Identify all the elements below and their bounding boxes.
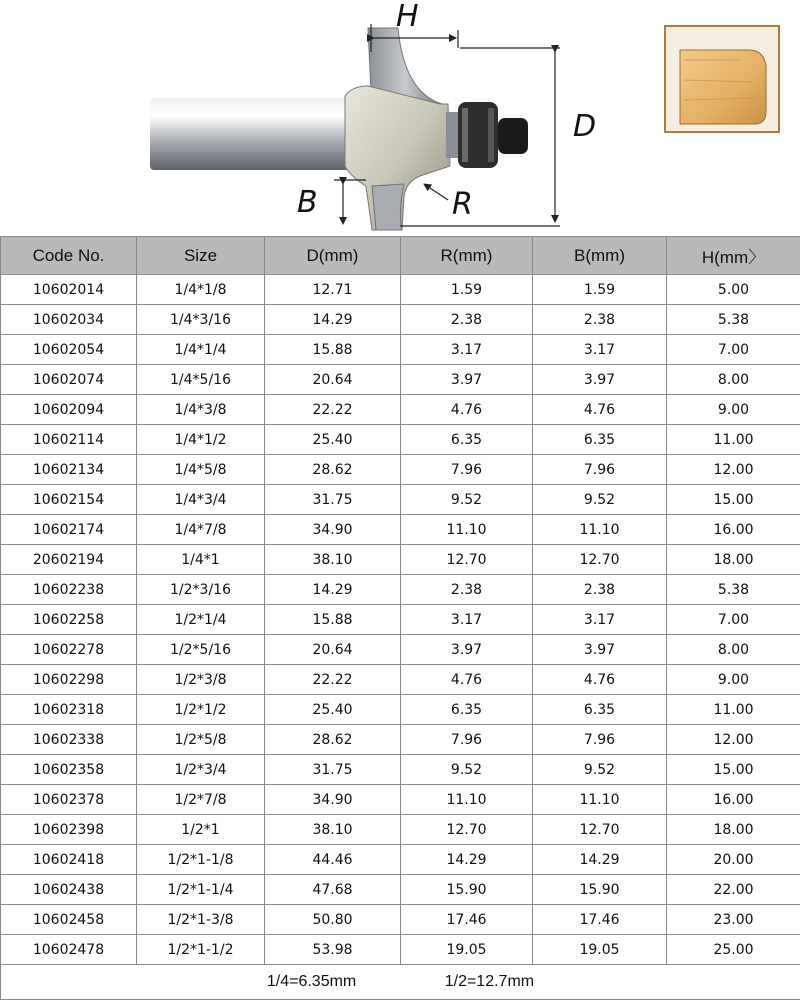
cell-d: 15.88 [265, 335, 401, 365]
cell-d: 28.62 [265, 725, 401, 755]
cell-b: 4.76 [533, 395, 667, 425]
cell-r: 12.70 [401, 815, 533, 845]
header-code-no: Code No. [1, 237, 137, 275]
table-footer-row [1, 965, 800, 1000]
cell-b: 15.90 [533, 875, 667, 905]
r-leader [424, 184, 448, 200]
cell-code-no: 10602398 [1, 815, 137, 845]
cell-h: 16.00 [667, 515, 800, 545]
cell-size: 1/4*5/16 [137, 365, 265, 395]
header-size: Size [137, 237, 265, 275]
cell-r: 2.38 [401, 575, 533, 605]
cell-b: 1.59 [533, 275, 667, 305]
cell-d: 25.40 [265, 425, 401, 455]
cell-d: 20.64 [265, 635, 401, 665]
cell-b: 6.35 [533, 695, 667, 725]
cell-code-no: 10602154 [1, 485, 137, 515]
cell-h: 23.00 [667, 905, 800, 935]
table-row [1, 665, 800, 695]
cell-h: 5.38 [667, 305, 800, 335]
conversion-half: 1/2=12.7mm [444, 973, 535, 990]
cell-r: 4.76 [401, 395, 533, 425]
cell-r: 4.76 [401, 665, 533, 695]
cell-size: 1/4*3/8 [137, 395, 265, 425]
cell-r: 1.59 [401, 275, 533, 305]
cell-code-no: 10602318 [1, 695, 137, 725]
cell-b: 7.96 [533, 725, 667, 755]
table-row [1, 305, 800, 335]
table-row [1, 755, 800, 785]
table-row [1, 935, 800, 965]
cell-h: 12.00 [667, 725, 800, 755]
cell-h: 25.00 [667, 935, 800, 965]
cell-code-no: 10602258 [1, 605, 137, 635]
cell-d: 38.10 [265, 815, 401, 845]
cell-size: 1/2*5/16 [137, 635, 265, 665]
cell-size: 1/4*3/4 [137, 485, 265, 515]
cell-size: 1/4*1/8 [137, 275, 265, 305]
table-row [1, 545, 800, 575]
table-row [1, 395, 800, 425]
router-bit-diagram [0, 0, 800, 236]
cell-d: 12.71 [265, 275, 401, 305]
cell-b: 12.70 [533, 545, 667, 575]
cell-d: 50.80 [265, 905, 401, 935]
cell-d: 14.29 [265, 575, 401, 605]
cell-r: 3.17 [401, 605, 533, 635]
cell-h: 11.00 [667, 695, 800, 725]
cell-size: 1/4*3/16 [137, 305, 265, 335]
table-row [1, 695, 800, 725]
cell-code-no: 20602194 [1, 545, 137, 575]
cell-r: 9.52 [401, 485, 533, 515]
header-d: D(mm) [265, 237, 401, 275]
table-row [1, 635, 800, 665]
table-row [1, 605, 800, 635]
label-r: R [452, 187, 473, 222]
cell-r: 7.96 [401, 455, 533, 485]
cell-size: 1/2*1-1/2 [137, 935, 265, 965]
cell-b: 3.97 [533, 365, 667, 395]
cell-h: 9.00 [667, 395, 800, 425]
cell-code-no: 10602438 [1, 875, 137, 905]
table-row [1, 275, 800, 305]
cell-b: 2.38 [533, 575, 667, 605]
cell-code-no: 10602054 [1, 335, 137, 365]
cell-code-no: 10602358 [1, 755, 137, 785]
cell-r: 6.35 [401, 425, 533, 455]
cell-h: 16.00 [667, 785, 800, 815]
cell-r: 11.10 [401, 785, 533, 815]
cell-d: 25.40 [265, 695, 401, 725]
cell-size: 1/2*1-3/8 [137, 905, 265, 935]
cell-code-no: 10602238 [1, 575, 137, 605]
cell-code-no: 10602338 [1, 725, 137, 755]
wood-sample [680, 50, 766, 124]
cell-h: 7.00 [667, 335, 800, 365]
cell-h: 20.00 [667, 845, 800, 875]
cell-r: 17.46 [401, 905, 533, 935]
cell-code-no: 10602134 [1, 455, 137, 485]
cell-size: 1/2*7/8 [137, 785, 265, 815]
cell-d: 34.90 [265, 515, 401, 545]
cell-code-no: 10602378 [1, 785, 137, 815]
table-row [1, 425, 800, 455]
cell-code-no: 10602278 [1, 635, 137, 665]
cell-r: 19.05 [401, 935, 533, 965]
table-body [1, 275, 800, 965]
table-row [1, 515, 800, 545]
cell-size: 1/2*1-1/4 [137, 875, 265, 905]
cell-h: 22.00 [667, 875, 800, 905]
cell-h: 8.00 [667, 365, 800, 395]
cell-code-no: 10602418 [1, 845, 137, 875]
spec-table [0, 236, 800, 1000]
bearing-screw [498, 118, 528, 154]
cell-d: 20.64 [265, 365, 401, 395]
cell-h: 11.00 [667, 425, 800, 455]
cell-size: 1/4*7/8 [137, 515, 265, 545]
conversion-note [1, 965, 800, 1000]
cell-size: 1/4*1/2 [137, 425, 265, 455]
lower-blade [372, 184, 404, 230]
cell-h: 8.00 [667, 635, 800, 665]
cell-b: 2.38 [533, 305, 667, 335]
label-h: H [396, 0, 419, 34]
label-d: D [573, 109, 597, 144]
cell-h: 5.38 [667, 575, 800, 605]
cell-code-no: 10602094 [1, 395, 137, 425]
cell-h: 7.00 [667, 605, 800, 635]
cell-h: 12.00 [667, 455, 800, 485]
cell-size: 1/2*3/8 [137, 665, 265, 695]
table-row [1, 725, 800, 755]
cell-b: 19.05 [533, 935, 667, 965]
table-row [1, 485, 800, 515]
cell-size: 1/4*5/8 [137, 455, 265, 485]
cell-size: 1/2*3/16 [137, 575, 265, 605]
cell-r: 2.38 [401, 305, 533, 335]
cell-d: 28.62 [265, 455, 401, 485]
header-b: B(mm) [533, 237, 667, 275]
cell-r: 11.10 [401, 515, 533, 545]
table-row [1, 335, 800, 365]
cell-r: 15.90 [401, 875, 533, 905]
cell-b: 9.52 [533, 755, 667, 785]
cell-d: 31.75 [265, 485, 401, 515]
table-row [1, 845, 800, 875]
cell-r: 14.29 [401, 845, 533, 875]
cell-code-no: 10602074 [1, 365, 137, 395]
cell-size: 1/2*3/4 [137, 755, 265, 785]
cell-r: 3.17 [401, 335, 533, 365]
conversion-quarter: 1/4=6.35mm [266, 973, 357, 990]
cell-size: 1/4*1/4 [137, 335, 265, 365]
cell-size: 1/2*1/2 [137, 695, 265, 725]
cell-d: 31.75 [265, 755, 401, 785]
table-row [1, 815, 800, 845]
cell-b: 3.97 [533, 635, 667, 665]
cell-b: 11.10 [533, 785, 667, 815]
bearing-washer [446, 112, 458, 158]
cell-b: 7.96 [533, 455, 667, 485]
cell-code-no: 10602014 [1, 275, 137, 305]
cell-d: 14.29 [265, 305, 401, 335]
table-row [1, 785, 800, 815]
cell-d: 53.98 [265, 935, 401, 965]
table-row [1, 575, 800, 605]
cell-b: 9.52 [533, 485, 667, 515]
cell-size: 1/2*1/4 [137, 605, 265, 635]
cell-h: 9.00 [667, 665, 800, 695]
router-bit-drawing [0, 0, 800, 236]
cell-b: 6.35 [533, 425, 667, 455]
header-r: R(mm) [401, 237, 533, 275]
cell-d: 15.88 [265, 605, 401, 635]
shank [150, 98, 355, 170]
cell-d: 38.10 [265, 545, 401, 575]
cell-size: 1/2*1 [137, 815, 265, 845]
cell-r: 6.35 [401, 695, 533, 725]
cell-code-no: 10602478 [1, 935, 137, 965]
cell-r: 12.70 [401, 545, 533, 575]
cell-code-no: 10602034 [1, 305, 137, 335]
cell-d: 44.46 [265, 845, 401, 875]
cell-b: 14.29 [533, 845, 667, 875]
cell-d: 34.90 [265, 785, 401, 815]
cell-d: 47.68 [265, 875, 401, 905]
cell-h: 18.00 [667, 545, 800, 575]
header-h: H(mm〉 [667, 237, 800, 275]
table-row [1, 455, 800, 485]
cell-code-no: 10602458 [1, 905, 137, 935]
table-row [1, 875, 800, 905]
cell-b: 3.17 [533, 605, 667, 635]
cell-r: 3.97 [401, 635, 533, 665]
cell-size: 1/4*1 [137, 545, 265, 575]
cell-b: 12.70 [533, 815, 667, 845]
cell-r: 9.52 [401, 755, 533, 785]
table-header-row [1, 237, 800, 275]
cell-h: 18.00 [667, 815, 800, 845]
cell-d: 22.22 [265, 395, 401, 425]
cell-size: 1/2*5/8 [137, 725, 265, 755]
cell-r: 3.97 [401, 365, 533, 395]
cell-h: 15.00 [667, 755, 800, 785]
cell-b: 17.46 [533, 905, 667, 935]
table-row [1, 905, 800, 935]
cell-h: 5.00 [667, 275, 800, 305]
label-b: B [297, 185, 318, 220]
cell-d: 22.22 [265, 665, 401, 695]
cell-code-no: 10602114 [1, 425, 137, 455]
cell-code-no: 10602174 [1, 515, 137, 545]
cell-b: 3.17 [533, 335, 667, 365]
cell-b: 11.10 [533, 515, 667, 545]
cell-size: 1/2*1-1/8 [137, 845, 265, 875]
cell-h: 15.00 [667, 485, 800, 515]
cell-code-no: 10602298 [1, 665, 137, 695]
cell-b: 4.76 [533, 665, 667, 695]
cell-r: 7.96 [401, 725, 533, 755]
table-row [1, 365, 800, 395]
